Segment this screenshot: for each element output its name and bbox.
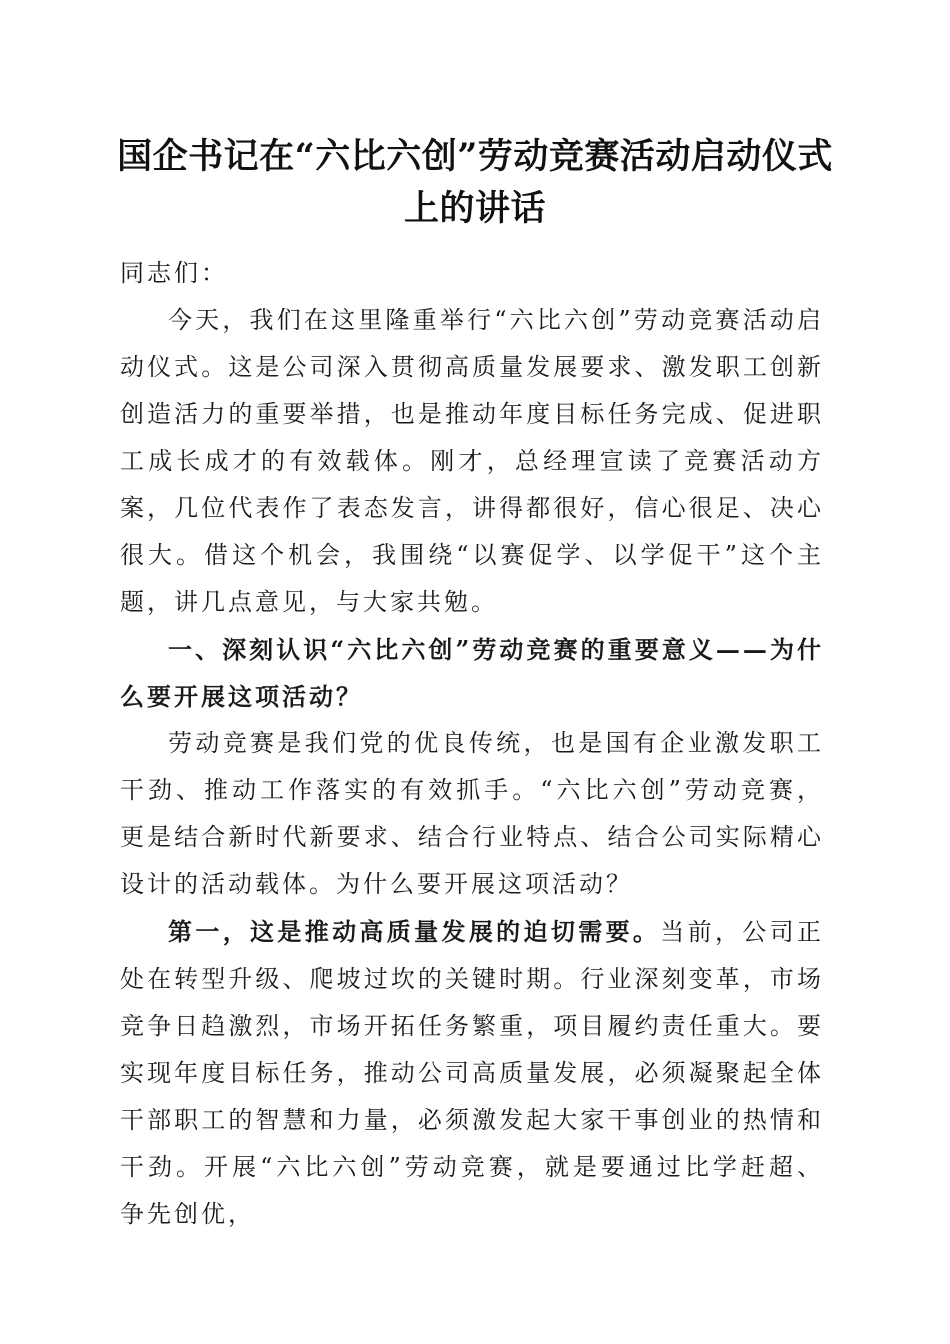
document-body <box>120 250 824 1238</box>
first-point-lead: 第一，这是推动高质量发展的迫切需要。 <box>168 917 661 946</box>
section-heading-1: 一、深刻认识“六比六创”劳动竞赛的重要意义——为什么要开展这项活动？ <box>120 635 824 711</box>
paragraph-labor-competition: 劳动竞赛是我们党的优良传统，也是国有企业激发职工干劲、推动工作落实的有效抓手。“六比六创”劳动竞赛，更是结合新时代新要求、结合行业特点、结合公司实际精心设计的活动载体。为什么要开展这项活动？ <box>120 729 824 898</box>
paragraph-opening: 今天，我们在这里隆重举行“六比六创”劳动竞赛活动启动仪式。这是公司深入贯彻高质量发展要求、激发职工创新创造活力的重要举措，也是推动年度目标任务完成、促进职工成长成才的有效载体。刚才，总经理宣读了竞赛活动方案，几位代表作了表态发言，讲得都很好，信心很足、决心很大。借这个机会，我围绕“以赛促学、以学促干”这个主题，讲几点意见，与大家共勉。 <box>120 306 824 616</box>
paragraph-first-point <box>120 908 824 1238</box>
first-point-body: 当前，公司正处在转型升级、爬坡过坎的关键时期。行业深刻变革，市场竞争日趋激烈，市场开拓任务繁重，项目履约责任重大。要实现年度目标任务，推动公司高质量发展，必须凝聚起全体干部职工的智慧和力量，必须激发起大家干事创业的热情和干劲。开展“六比六创”劳动竞赛，就是要通过比学赶超、争先创优， <box>120 918 825 1228</box>
document-title: 国企书记在“六比六创”劳动竞赛活动启动仪式上的讲话 <box>117 136 833 229</box>
salutation: 同志们： <box>120 259 228 287</box>
